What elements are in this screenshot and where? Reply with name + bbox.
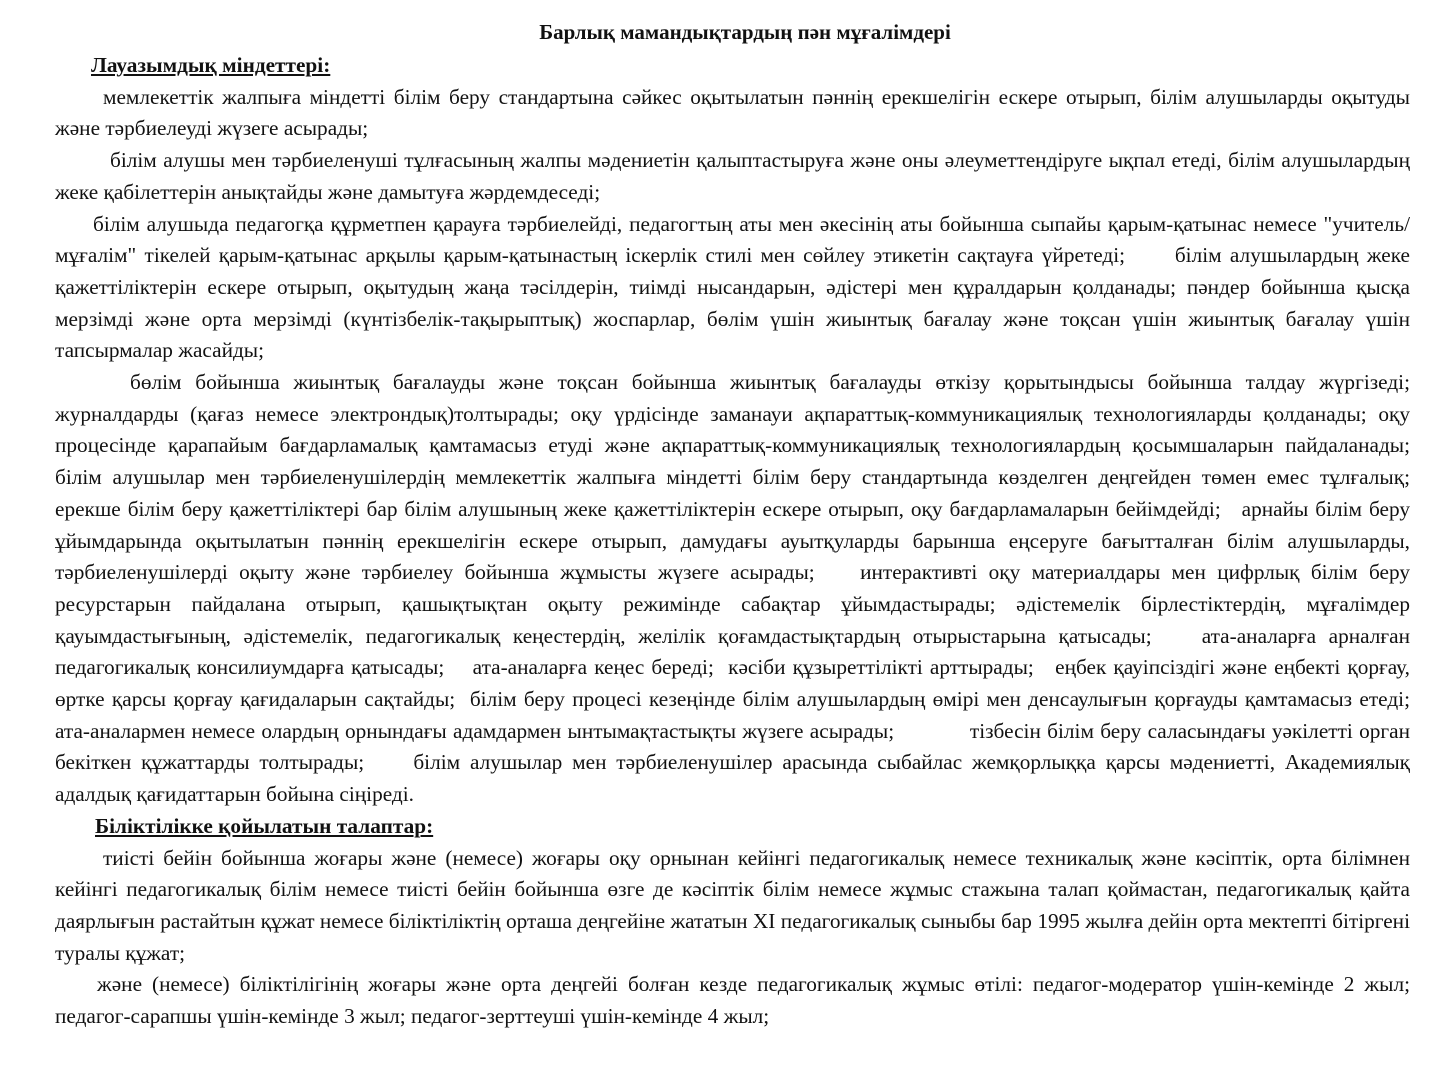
section-heading-duties: Лауазымдық міндеттері: xyxy=(91,53,331,77)
section-heading-qualifications: Біліктілікке қойылатын талаптар: xyxy=(95,813,434,838)
duties-paragraph: білім алушы мен тәрбиеленуші тұлғасының жалпы мәдениетін қалыптастыруға және оны әлеуметтендіруге ықпал етеді, білім алушылардың жеке қабілеттерін анықтайды және дамытуға жәрдемдеседі; xyxy=(55,148,1416,204)
duties-paragraph: білім алушыда педагогқа құрметпен қарауға тәрбиелейді, педагогтың аты мен әкесінің аты бойынша сыпайы қарым-қатынас немесе "учитель/мұғалім" тікелей қарым-қатынас арқылы қарым-қатынастың іскерлік стилі мен сөйлеу этикетін сақтауға үйретеді; білім алушылардың жеке қажеттіліктерін ескере отырып, оқытудың жаңа тәсілдерін, тиімді нысандарын, әдістері мен құралдарын қолданады; пәндер бойынша қысқа мерзімді және орта мерзімді (күнтізбелік-тақырыптық) жоспарлар, бөлім үшін жиынтық бағалау және тоқсан үшін жиынтық бағалау үшін тапсырмалар жасайды; xyxy=(55,211,1416,363)
qualifications-paragraph: тиісті бейін бойынша жоғары және (немесе) жоғары оқу орнынан кейінгі педагогикалық немесе техникалық және кәсіптік, орта білімнен кейінгі педагогикалық білім немесе тиісті бейін бойынша өзге де кәсіптік білім немесе жұмыс стажына талап қоймастан, педагогикалық қайта даярлығын растайтын құжат немесе біліктіліктің орташа деңгейіне жататын XI педагогикалық сыныбы бар 1995 жылға дейін орта мектепті бітіргені туралы құжат; xyxy=(55,845,1416,965)
document-body xyxy=(55,50,1432,1033)
duties-paragraph: мемлекеттік жалпыға міндетті білім беру стандартына сәйкес оқытылатын пәннің ерекшелігін ескере отырып, білім алушыларды оқытуды және тәрбиелеуді жүзеге асырады; xyxy=(55,84,1416,141)
qualifications-paragraph: және (немесе) біліктілігінің жоғары және орта деңгейі болған кезде педагогикалық жұмыс өтілі: педагог-модератор үшін-кемінде 2 жыл; педагог-сарапшы үшін-кемінде 3 жыл; педагог-зерттеуші үшін-кемінде 4 жыл; xyxy=(55,972,1416,1029)
duties-paragraph: бөлім бойынша жиынтық бағалауды және тоқсан бойынша жиынтық бағалауды өткізу қорытындысы бойынша талдау жүргізеді; журналдарды (қағаз немесе электрондық)толтырады; оқу үрдісінде заманауи ақпараттық-коммуникациялық технологияларды қолданады; оқу процесінде қарапайым бағдарламалық қамтамасыз етуді және ақпараттық-коммуникациялық технологиялардың қосымшаларын пайдаланады; білім алушылар мен тәрбиеленушілердің мемлекеттік жалпыға міндетті білім беру стандартында көзделген деңгейден төмен емес тұлғалық; ерекше білім беру қажеттіліктері бар білім алушының жеке қажеттіліктерін ескере отырып, оқу бағдарламаларын бейімдейді; арнайы білім беру ұйымдарында оқытылатын пәннің ерекшелігін ескере отырып, дамудағы ауытқуларды барынша еңсеруге бағытталған білім алушыларды, тәрбиеленушілерді оқыту және тәрбиелеу бойынша жұмысты жүзеге асырады; интерактивті оқу материалдары мен цифрлық білім беру ресурстарын пайдалана отырып, қашықтықтан оқыту режимінде сабақтар ұйымдастырады; әдістемелік бірлестіктердің, мұғалімдер қауымдастығының, әдістемелік, педагогикалық кеңестердің, желілік қоғамдастықтардың отырыстарына қатысады; ата-аналарға арналған педагогикалық консилиумдарға қатысады; ата-аналарға кеңес береді; кәсіби құзыреттілікті арттырады; еңбек қауіпсіздігі және еңбекті қорғау, өртке қарсы қорғау қағидаларын сақтайды; білім беру процесі кезеңінде білім алушылардың өмірі мен денсаулығын қорғауды қамтамасыз етеді; ата-аналармен немесе олардың орнындағы адамдармен ынтымақтастықты жүзеге асырады; тізбесін білім беру саласындағы уәкілетті орган бекіткен құжаттарды толтырады; білім алушылар мен тәрбиеленушілер арасында сыбайлас жемқорлыққа қарсы мәдениетті, Академиялық адалдық қағидаттарын бойына сіңіреді. xyxy=(55,370,1432,807)
document-title: Барлық мамандықтардың пән мұғалімдері xyxy=(539,20,951,44)
